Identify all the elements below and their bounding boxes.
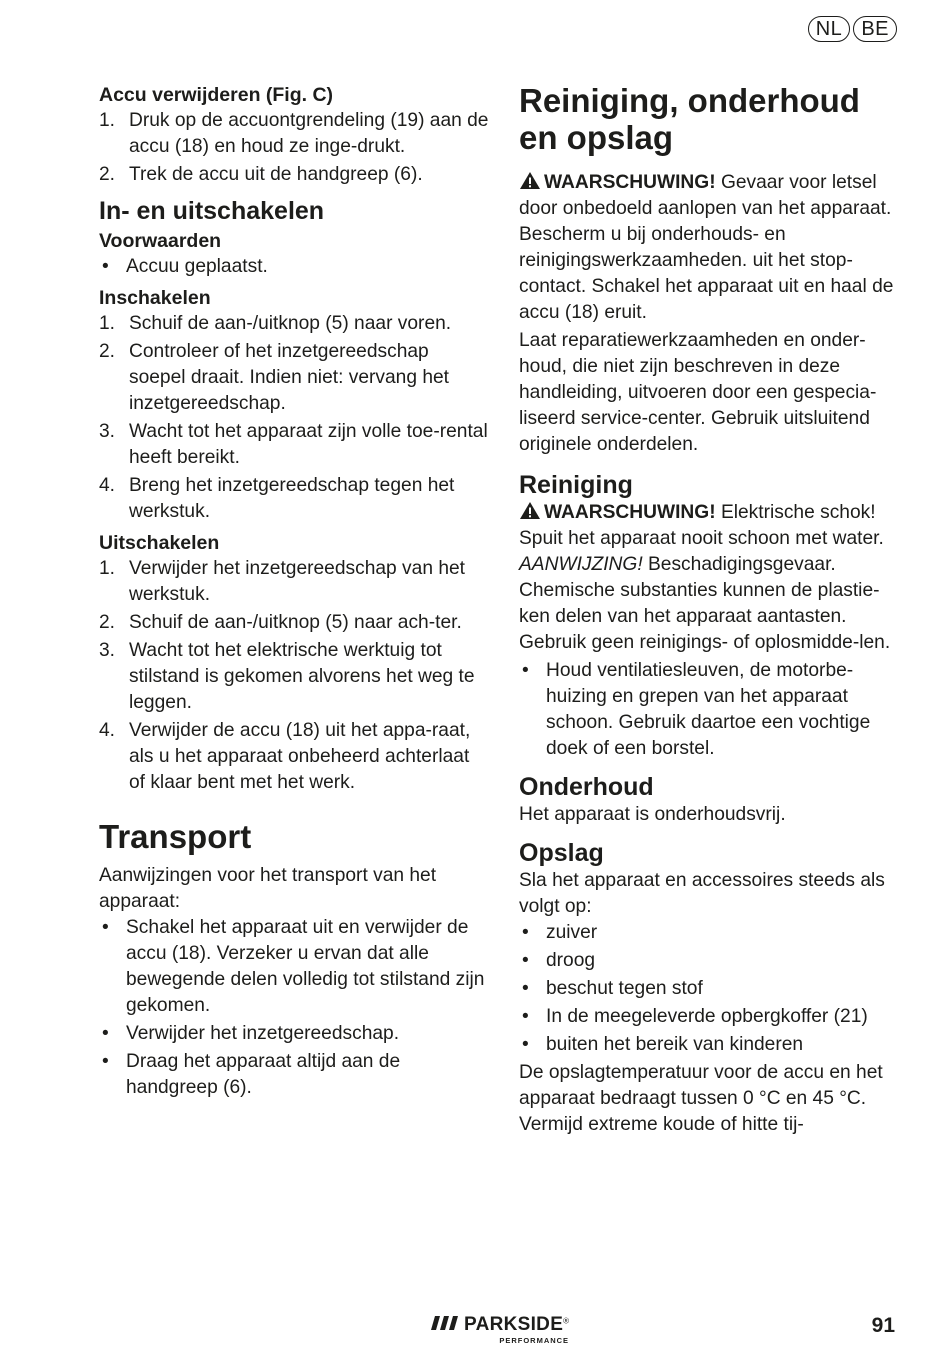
- registered-mark: ®: [563, 1316, 570, 1326]
- brand-subline: PERFORMANCE: [499, 1336, 570, 1345]
- onderhoud-heading: Onderhoud: [519, 773, 654, 801]
- step-text: Verwijder de accu (18) uit het appa-raat, als u het apparaat onbeheerd achterlaat of klaar bent met het werk.: [129, 720, 471, 793]
- cleaning-list: [519, 658, 904, 762]
- switch-off-steps: [99, 556, 489, 796]
- step-number: 1.: [99, 558, 116, 579]
- step-text: Wacht tot het apparaat zijn volle toe-rental heeft bereikt.: [129, 421, 488, 468]
- list-item: [99, 339, 489, 417]
- list-item: • Houd ventilatiesleuven, de motorbe-huizing en grepen van het apparaat schoon. Gebruik daartoe een vochtige doek of een borstel.: [519, 658, 904, 762]
- lang-badge-nl: NL: [808, 16, 851, 42]
- notice-text: Beschadigingsgevaar. Chemische substanties kunnen de plastie-ken delen van het apparaat aantasten. Gebruik geen reinigings- of oplosmidde-len.: [519, 554, 891, 653]
- list-item: • Accuu geplaatst.: [99, 254, 489, 280]
- list-item: [99, 610, 489, 636]
- list-item: [99, 162, 489, 188]
- step-text: Verwijder het inzetgereedschap van het werkstuk.: [129, 558, 465, 605]
- warning-label: WAARSCHUWING!: [544, 502, 716, 523]
- step-number: 1.: [99, 313, 116, 334]
- list-item: • Schakel het apparaat uit en verwijder de accu (18). Verzeker u ervan dat alle bewegende delen volledig tot stilstand zijn gekomen.: [99, 915, 489, 1019]
- step-text: Schuif de aan-/uitknop (5) naar ach-ter.: [129, 612, 462, 633]
- requirements-heading: Voorwaarden: [99, 230, 222, 252]
- step-number: 2.: [99, 612, 116, 633]
- onderhoud-text: Het apparaat is onderhoudsvrij.: [519, 804, 786, 825]
- list-item: • Verwijder het inzetgereedschap.: [99, 1021, 489, 1047]
- storage-temperature-text: De opslagtemperatuur voor de accu en het apparaat bedraagt tussen 0 °C en 45 °C. Vermijd extreme koude of hitte tij-: [519, 1062, 883, 1135]
- left-column: [99, 82, 489, 1103]
- list-item: [99, 311, 489, 337]
- list-item: [99, 473, 489, 525]
- brand-name: PARKSIDE: [464, 1314, 564, 1335]
- warning-paragraph: [519, 170, 904, 326]
- step-text: Wacht tot het elektrische werktuig tot stilstand is gekomen alvorens het weg te leggen.: [129, 640, 475, 713]
- list-item: • In de meegeleverde opbergkoffer (21): [519, 1004, 904, 1030]
- brand-stripes-icon: [430, 1314, 458, 1332]
- step-number: 3.: [99, 421, 116, 442]
- remove-battery-heading: Accu verwijderen (Fig. C): [99, 84, 334, 106]
- transport-list: [99, 915, 489, 1101]
- storage-heading: Opslag: [519, 839, 604, 867]
- storage-intro: Sla het apparaat en accessoires steeds als volgt op:: [519, 870, 885, 917]
- list-item: • buiten het bereik van kinderen: [519, 1032, 904, 1058]
- switch-heading: In- en uitschakelen: [99, 197, 325, 225]
- step-number: 2.: [99, 341, 116, 362]
- page-number: 91: [871, 1314, 895, 1337]
- transport-heading: Transport: [99, 818, 252, 855]
- list-item: [99, 108, 489, 160]
- notice-label: AANWIJZING!: [519, 554, 643, 575]
- logo-wordmark: [464, 1314, 569, 1345]
- step-text: Druk op de accuontgrendeling (19) aan de accu (18) en houd ze inge-drukt.: [129, 110, 489, 157]
- right-column: [519, 82, 904, 1138]
- step-text: Controleer of het inzetgereedschap soepel draait. Indien niet: vervang het inzetgereedschap.: [129, 341, 450, 414]
- transport-intro: Aanwijzingen voor het transport van het apparaat:: [99, 865, 437, 912]
- maintenance-main-heading: Reiniging, onderhoud en opslag: [519, 82, 860, 156]
- warning-triangle-icon: [519, 171, 541, 190]
- remove-battery-steps: [99, 108, 489, 188]
- step-number: 2.: [99, 164, 116, 185]
- switch-on-steps: [99, 311, 489, 525]
- warning-text: Elektrische schok! Spuit het apparaat nooit schoon met water.: [519, 502, 884, 549]
- step-number: 4.: [99, 475, 116, 496]
- warning-label: WAARSCHUWING!: [544, 172, 716, 193]
- cleaning-heading: Reiniging: [519, 471, 633, 499]
- switch-on-heading: Inschakelen: [99, 287, 211, 309]
- step-number: 4.: [99, 720, 116, 741]
- requirements-list: [99, 254, 489, 280]
- storage-list: [519, 920, 904, 1058]
- lang-badge-be: BE: [853, 16, 897, 42]
- list-item: [99, 718, 489, 796]
- parkside-logo: [430, 1314, 569, 1345]
- step-number: 1.: [99, 110, 116, 131]
- step-number: 3.: [99, 640, 116, 661]
- step-text: Breng het inzetgereedschap tegen het werkstuk.: [129, 475, 455, 522]
- logo-main-row: [464, 1314, 569, 1336]
- list-item: • Draag het apparaat altijd aan de handgreep (6).: [99, 1049, 489, 1101]
- list-item: [99, 419, 489, 471]
- list-item: • zuiver: [519, 920, 904, 946]
- warning-text: Gevaar voor letsel door onbedoeld aanlopen van het apparaat. Bescherm u bij onderhouds- en reinigingswerkzaamheden. uit het stop-contact. Schakel het apparaat uit en haal de accu (18) eruit.: [519, 172, 894, 323]
- cleaning-warning-paragraph: [519, 500, 904, 552]
- list-item: • beschut tegen stof: [519, 976, 904, 1002]
- step-text: Schuif de aan-/uitknop (5) naar voren.: [129, 313, 452, 334]
- cleaning-notice-paragraph: [519, 552, 904, 656]
- step-text: Trek de accu uit de handgreep (6).: [129, 164, 423, 185]
- list-item: [99, 556, 489, 608]
- switch-off-heading: Uitschakelen: [99, 532, 220, 554]
- warning-triangle-icon: [519, 501, 541, 520]
- list-item: [99, 638, 489, 716]
- list-item: • droog: [519, 948, 904, 974]
- language-badges: [808, 16, 897, 42]
- repair-paragraph: Laat reparatiewerkzaamheden en onder-houd, die niet zijn beschreven in deze handleiding, uitvoeren door een gespecia-liseerd service-center. Gebruik uitsluitend originele onderdelen.: [519, 330, 877, 455]
